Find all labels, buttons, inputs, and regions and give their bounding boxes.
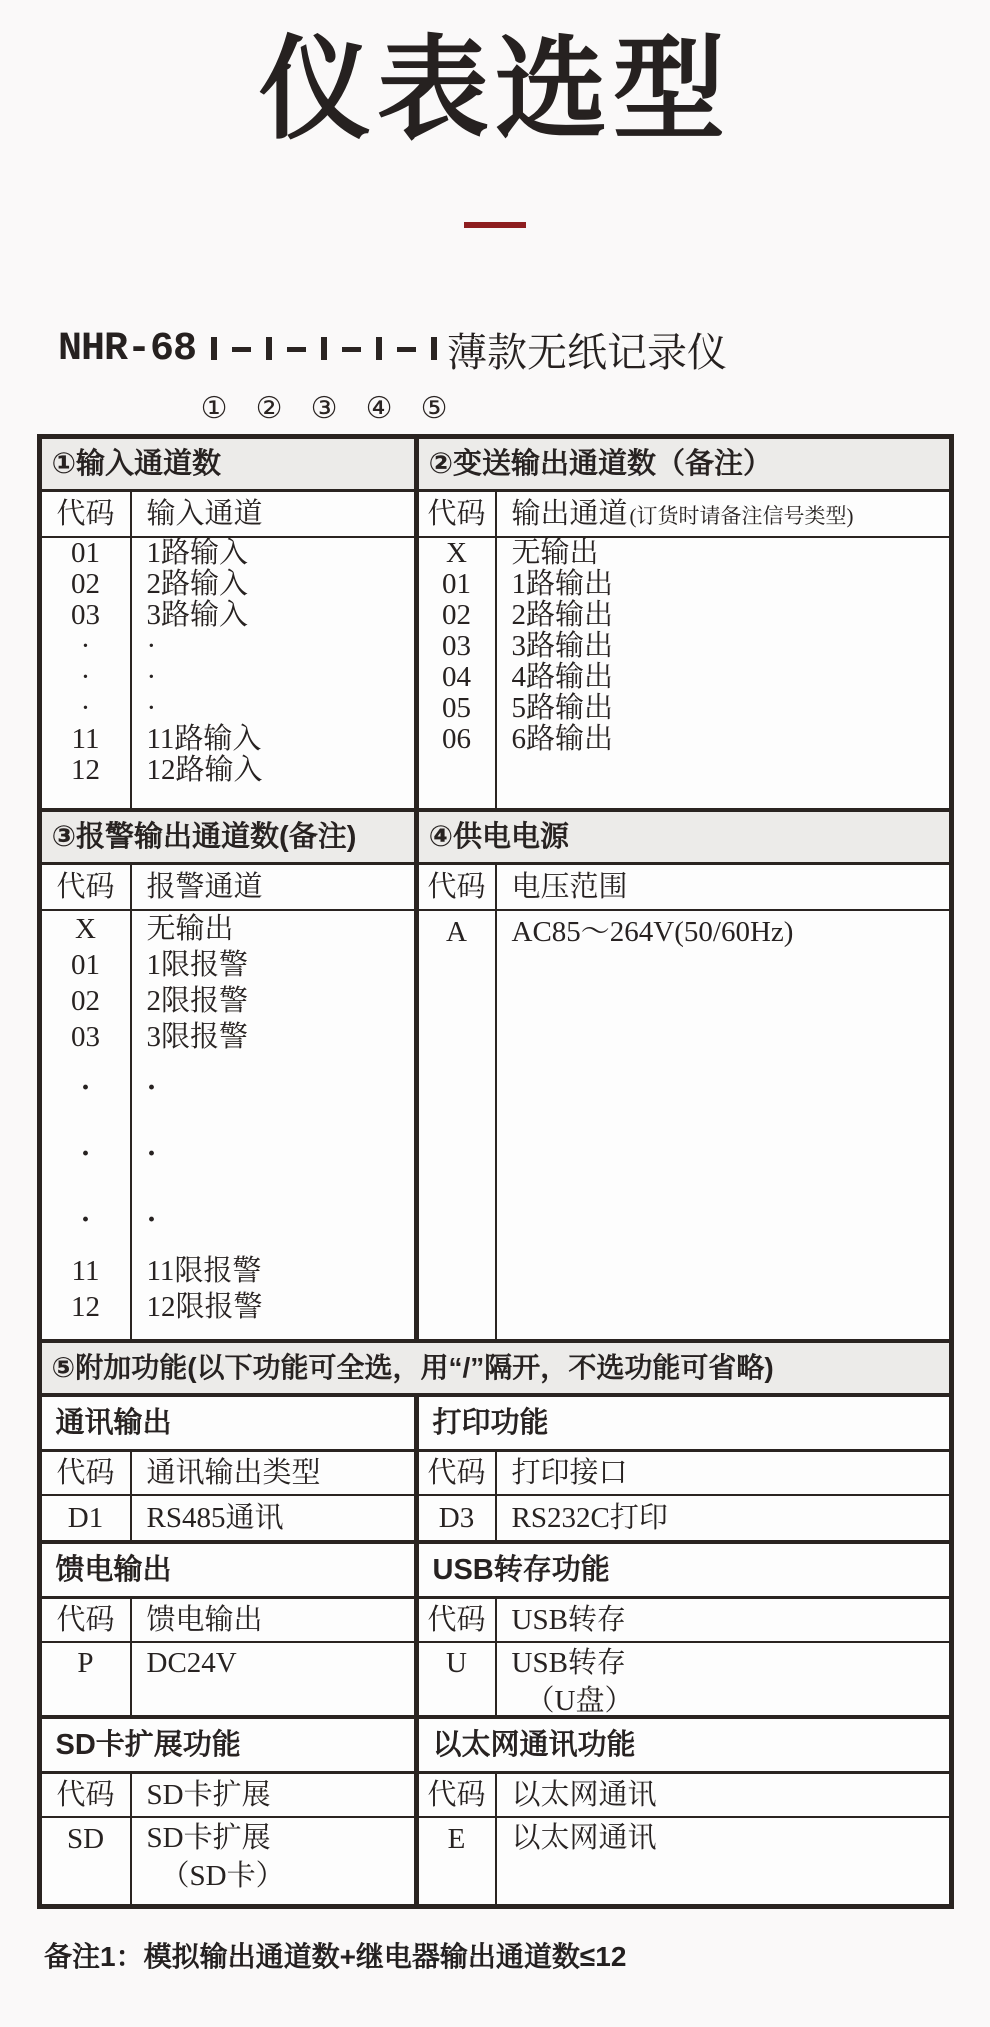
s4-desc-column: [497, 911, 949, 1339]
model-slot-5: [420, 340, 448, 425]
position-number-5: ⑤: [420, 392, 448, 425]
s2-code-header: 代码: [419, 492, 497, 536]
desc-line: USB转存: [511, 1647, 626, 1679]
code-cell: 05: [442, 692, 471, 724]
title-accent-dash: [464, 222, 526, 228]
s3-code-header: 代码: [42, 865, 132, 909]
code-cell: 04: [442, 661, 471, 693]
s1-code-column: [42, 538, 132, 808]
model-box-5: [431, 337, 437, 360]
subheader-row-3-4: [42, 865, 949, 911]
subheader-power-usb: [42, 1599, 949, 1643]
code-cell: 01: [71, 949, 100, 981]
model-suffix: 薄款无纸记录仪: [447, 330, 728, 375]
subsection-header-sd-ethernet: [42, 1719, 949, 1774]
print-title: 打印功能: [432, 1407, 549, 1439]
s1-desc-header: 输入通道: [146, 498, 263, 530]
code-cell: P: [42, 1643, 132, 1715]
code-cell: 06: [442, 723, 471, 755]
desc-cell: 2限报警: [146, 985, 249, 1017]
sd-title: SD卡扩展功能: [42, 1719, 419, 1771]
model-box-3: [321, 337, 327, 360]
usb-title: USB转存功能: [432, 1554, 610, 1586]
code-cell: 02: [442, 599, 471, 631]
s2-desc-header-text: 输出通道: [511, 498, 628, 530]
code-cell: A: [446, 916, 467, 948]
subheader-comm-print: [42, 1452, 949, 1496]
model-separator: [232, 347, 251, 352]
desc-cell: ·: [146, 630, 157, 662]
model-separator: [342, 347, 361, 352]
subheader-row-1-2: [42, 492, 949, 538]
desc-cell: [497, 1643, 949, 1715]
desc-cell: [132, 1818, 414, 1904]
section1-data: [42, 538, 419, 808]
print-subheader: [419, 1452, 949, 1494]
s2-desc-header-note: (订货时请备注信号类型): [629, 504, 854, 528]
ethernet-desc-header: 以太网通讯: [511, 1779, 657, 1811]
model-prefix: NHR-68: [58, 326, 197, 372]
section-header-row-3-4: [42, 812, 949, 865]
subsection-header-power-usb: [42, 1544, 949, 1599]
section3-data: [42, 911, 419, 1339]
section4-subheader: [419, 865, 949, 909]
code-cell: 11: [71, 1255, 100, 1287]
code-cell: D1: [42, 1496, 132, 1540]
section3-subheader: [42, 865, 419, 909]
print-code-header: 代码: [419, 1452, 497, 1494]
section4-title: ④供电电源: [428, 821, 570, 853]
desc-line: 以太网通讯: [511, 1822, 657, 1854]
power-out-subheader: [42, 1599, 419, 1641]
subheader-sd-ethernet: [42, 1774, 949, 1818]
code-cell: 03: [71, 1021, 100, 1053]
desc-cell: 3路输出: [511, 630, 614, 662]
model-box-2: [266, 337, 272, 360]
data-sd-ethernet: [42, 1818, 949, 1904]
desc-cell: 6路输出: [511, 723, 614, 755]
section2-data: [419, 538, 949, 808]
usb-code-header: 代码: [419, 1599, 497, 1641]
s1-desc-column: [132, 538, 414, 808]
desc-cell: ·: [146, 1137, 157, 1170]
s2-code-column: [419, 538, 497, 808]
usb-subheader: [419, 1599, 949, 1641]
desc-cell: 11限报警: [146, 1255, 262, 1287]
code-cell: D3: [419, 1496, 497, 1540]
code-cell: 12: [71, 754, 100, 786]
data-row-3-4: [42, 911, 949, 1339]
model-separator: [397, 347, 416, 352]
code-cell: 03: [442, 630, 471, 662]
desc-line-2: （U盘）: [525, 1685, 634, 1717]
comm-code-header: 代码: [42, 1452, 132, 1494]
footnote: 备注1：模拟输出通道数+继电器输出通道数≤12: [44, 1941, 627, 1972]
power-out-data: [42, 1643, 419, 1715]
sd-subheader: [42, 1774, 419, 1816]
comm-data: [42, 1496, 419, 1540]
model-box-1: [211, 337, 217, 360]
desc-cell: 无输出: [146, 913, 234, 945]
data-comm-print: [42, 1496, 949, 1540]
model-slot-1: [200, 340, 228, 425]
usb-data: [419, 1643, 949, 1715]
s3-desc-column: [132, 911, 414, 1339]
code-cell: E: [419, 1818, 497, 1904]
code-cell: 02: [71, 985, 100, 1017]
position-number-3: ③: [310, 392, 338, 425]
code-cell: ·: [80, 1203, 91, 1236]
section1-title: ①输入通道数: [42, 439, 419, 489]
section3-title: ③报警输出通道数(备注): [42, 812, 419, 862]
section2-subheader: [419, 492, 949, 536]
sd-data: [42, 1818, 419, 1904]
model-code-line: [58, 324, 990, 425]
subsection-header-comm-print: [42, 1397, 949, 1452]
comm-subheader: [42, 1452, 419, 1494]
desc-cell: RS485通讯: [146, 1502, 284, 1534]
ethernet-subheader: [419, 1774, 949, 1816]
desc-cell: [132, 1643, 414, 1715]
code-cell: X: [75, 913, 96, 945]
desc-cell: AC85～264V(50/60Hz): [511, 916, 794, 948]
desc-cell: 12路输入: [146, 754, 263, 786]
code-cell: 01: [442, 568, 471, 600]
s3-desc-header: 报警通道: [146, 871, 263, 903]
desc-cell: 1路输出: [511, 568, 614, 600]
code-cell: 12: [71, 1291, 100, 1323]
desc-line-2: （SD卡）: [160, 1860, 285, 1892]
data-row-1-2: [42, 538, 949, 808]
code-cell: U: [419, 1643, 497, 1715]
desc-cell: 无输出: [511, 537, 599, 569]
code-cell: ·: [80, 1137, 91, 1170]
desc-cell: 5路输出: [511, 692, 614, 724]
desc-cell: 1限报警: [146, 949, 249, 981]
data-power-usb: [42, 1643, 949, 1715]
usb-desc-header: USB转存: [511, 1604, 626, 1636]
s4-code-header: 代码: [419, 865, 497, 909]
position-number-1: ①: [200, 392, 228, 425]
desc-cell: RS232C打印: [511, 1502, 668, 1534]
desc-cell: ·: [146, 661, 157, 693]
s1-code-header: 代码: [42, 492, 132, 536]
code-cell: 02: [71, 568, 100, 600]
desc-cell: 1路输入: [146, 537, 249, 569]
page-title: 仪表选型: [259, 27, 731, 152]
section2-title: ②变送输出通道数（备注）: [428, 448, 773, 480]
sd-code-header: 代码: [42, 1774, 132, 1816]
sd-desc-header: SD卡扩展: [146, 1779, 271, 1811]
power-desc-header: 馈电输出: [146, 1604, 263, 1636]
code-cell: ·: [80, 661, 91, 693]
desc-cell: 3路输入: [146, 599, 249, 631]
desc-cell: 2路输入: [146, 568, 249, 600]
model-box-4: [376, 337, 382, 360]
position-number-4: ④: [365, 392, 393, 425]
comm-title: 通讯输出: [42, 1397, 419, 1449]
code-cell: ·: [80, 1071, 91, 1104]
print-data: [419, 1496, 949, 1540]
model-slot-2: [255, 340, 283, 425]
desc-line: SD卡扩展: [146, 1822, 271, 1854]
model-separator: [287, 347, 306, 352]
desc-cell: 12限报警: [146, 1291, 263, 1323]
desc-cell: 2路输出: [511, 599, 614, 631]
power-out-title: 馈电输出: [42, 1544, 419, 1596]
s4-code-column: [419, 911, 497, 1339]
position-number-2: ②: [255, 392, 283, 425]
ethernet-code-header: 代码: [419, 1774, 497, 1816]
s4-desc-header: 电压范围: [511, 871, 628, 903]
selection-table: [37, 434, 954, 1909]
s2-desc-column: [497, 538, 949, 808]
s3-code-column: [42, 911, 132, 1339]
code-cell: 03: [71, 599, 100, 631]
code-cell: 11: [71, 723, 100, 755]
power-code-header: 代码: [42, 1599, 132, 1641]
section5-title-band: ⑤附加功能(以下功能可全选，用“/”隔开，不选功能可省略): [42, 1343, 949, 1393]
comm-desc-header: 通讯输出类型: [146, 1457, 321, 1489]
s2-desc-header: [497, 492, 949, 536]
desc-line: DC24V: [146, 1647, 237, 1679]
model-slot-4: [365, 340, 393, 425]
print-desc-header: 打印接口: [511, 1457, 628, 1489]
code-cell: SD: [42, 1818, 132, 1904]
section1-subheader: [42, 492, 419, 536]
desc-cell: 3限报警: [146, 1021, 249, 1053]
section4-data: [419, 911, 949, 1339]
section-header-row-1-2: [42, 439, 949, 492]
code-cell: 01: [71, 537, 100, 569]
code-cell: ·: [80, 692, 91, 724]
desc-cell: ·: [146, 1071, 157, 1104]
desc-cell: ·: [146, 1203, 157, 1236]
code-cell: ·: [80, 630, 91, 662]
code-cell: X: [446, 537, 467, 569]
model-slot-3: [310, 340, 338, 425]
ethernet-title: 以太网通讯功能: [432, 1729, 636, 1761]
desc-cell: [497, 1818, 949, 1904]
desc-cell: ·: [146, 692, 157, 724]
desc-cell: 11路输入: [146, 723, 262, 755]
desc-cell: 4路输出: [511, 661, 614, 693]
ethernet-data: [419, 1818, 949, 1904]
